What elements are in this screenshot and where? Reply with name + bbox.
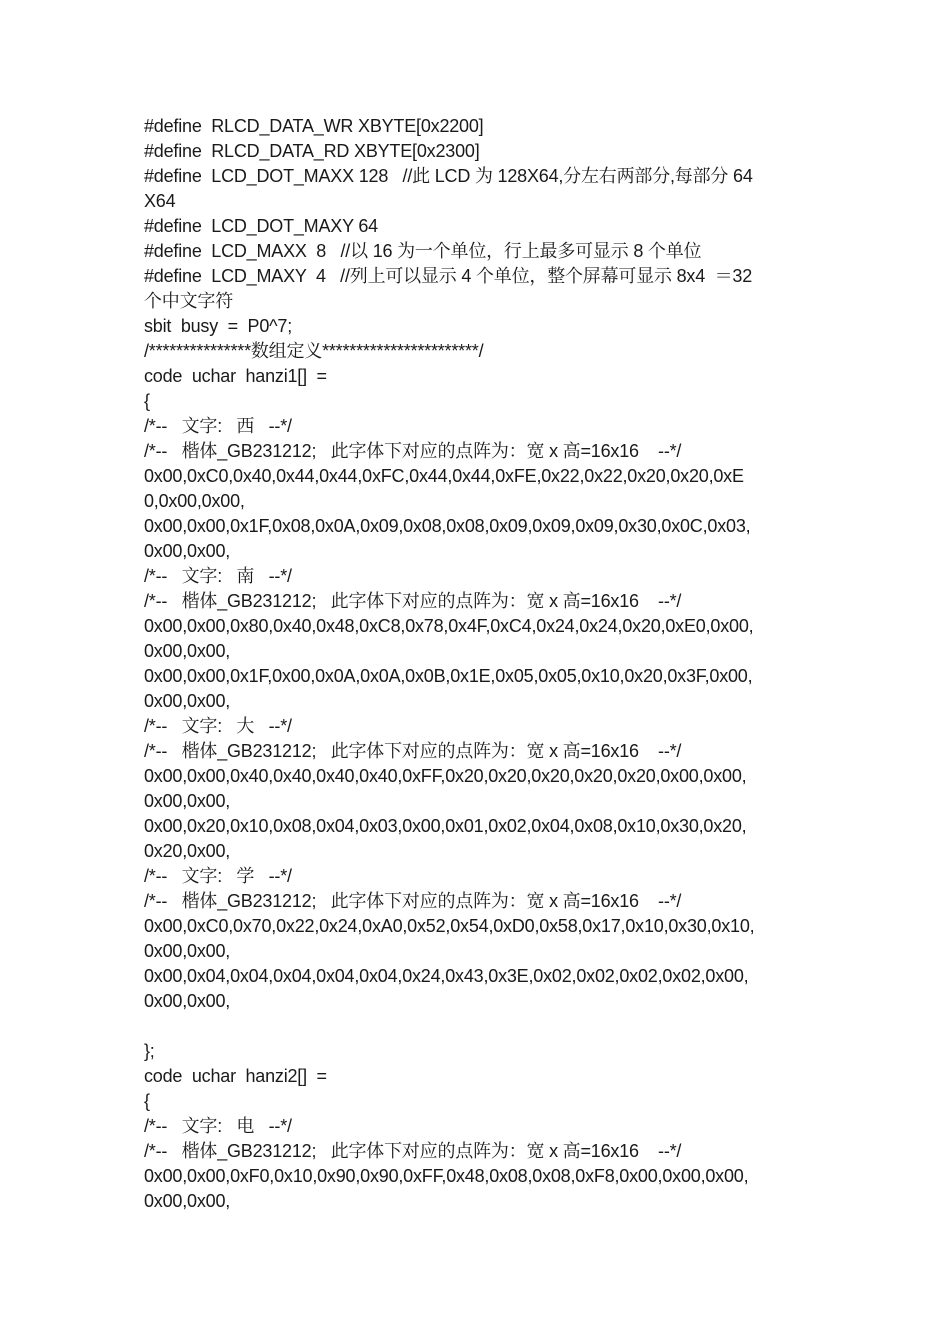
code-line: 0x00,0x00, [144, 791, 231, 811]
code-line: /*-- 文字: 学 --*/ [144, 866, 292, 886]
code-line: 0x00,0x00,0xF0,0x10,0x90,0x90,0xFF,0x48,0x08,0x08,0xF8,0x00,0x00,0x00, [144, 1166, 749, 1186]
code-line: 0x00,0x00,0x1F,0x00,0x0A,0x0A,0x0B,0x1E,0x05,0x05,0x10,0x20,0x3F,0x00, [144, 666, 753, 686]
code-line: #define LCD_DOT_MAXX 128 //此 LCD 为 128X64,分左右两部分,每部分 64 [144, 166, 753, 186]
code-line: #define RLCD_DATA_WR XBYTE[0x2200] [144, 116, 484, 136]
code-line: { [144, 1091, 150, 1111]
code-line: #define RLCD_DATA_RD XBYTE[0x2300] [144, 141, 480, 161]
code-line: 0x00,0x20,0x10,0x08,0x04,0x03,0x00,0x01,0x02,0x04,0x08,0x10,0x30,0x20, [144, 816, 747, 836]
code-line: /*-- 楷体_GB231212; 此字体下对应的点阵为：宽 x 高=16x16 --*/ [144, 741, 682, 761]
code-line: #define LCD_MAXX 8 //以 16 为一个单位，行上最多可显示 8 个单位 [144, 241, 702, 261]
code-line: /*-- 文字: 西 --*/ [144, 416, 292, 436]
code-line: /*-- 文字: 南 --*/ [144, 566, 292, 586]
code-line: /***************数组定义***********************/ [144, 341, 484, 361]
code-line: { [144, 391, 150, 411]
code-line: 0,0x00,0x00, [144, 491, 245, 511]
code-line: /*-- 文字: 电 --*/ [144, 1116, 292, 1136]
code-line: /*-- 文字: 大 --*/ [144, 716, 292, 736]
code-line: 0x00,0x00, [144, 541, 231, 561]
code-line: 0x00,0x00, [144, 941, 231, 961]
code-line: 0x20,0x00, [144, 841, 231, 861]
code-line: sbit busy = P0^7; [144, 316, 293, 336]
code-line: 0x00,0x00,0x1F,0x08,0x0A,0x09,0x08,0x08,0x09,0x09,0x09,0x30,0x0C,0x03, [144, 516, 751, 536]
code-line: /*-- 楷体_GB231212; 此字体下对应的点阵为：宽 x 高=16x16 --*/ [144, 1141, 682, 1161]
code-line: 0x00,0x00, [144, 991, 231, 1011]
code-line: 0x00,0xC0,0x70,0x22,0x24,0xA0,0x52,0x54,0xD0,0x58,0x17,0x10,0x30,0x10, [144, 916, 755, 936]
code-line: code uchar hanzi2[] = [144, 1066, 327, 1086]
code-line: 0x00,0x00, [144, 1191, 231, 1211]
code-line: }; [144, 1041, 155, 1061]
code-line: 个中文字符 [144, 291, 233, 311]
code-line: 0x00,0xC0,0x40,0x44,0x44,0xFC,0x44,0x44,0xFE,0x22,0x22,0x20,0x20,0xE [144, 466, 744, 486]
code-line: 0x00,0x00, [144, 691, 231, 711]
code-line: 0x00,0x00,0x40,0x40,0x40,0x40,0xFF,0x20,0x20,0x20,0x20,0x20,0x00,0x00, [144, 766, 747, 786]
code-line: /*-- 楷体_GB231212; 此字体下对应的点阵为：宽 x 高=16x16 --*/ [144, 441, 682, 461]
code-line: 0x00,0x00,0x80,0x40,0x48,0xC8,0x78,0x4F,0xC4,0x24,0x24,0x20,0xE0,0x00, [144, 616, 754, 636]
code-line: 0x00,0x04,0x04,0x04,0x04,0x04,0x24,0x43,0x3E,0x02,0x02,0x02,0x02,0x00, [144, 966, 749, 986]
code-line: #define LCD_DOT_MAXY 64 [144, 216, 378, 236]
code-line: /*-- 楷体_GB231212; 此字体下对应的点阵为：宽 x 高=16x16 --*/ [144, 891, 682, 911]
code-line: 0x00,0x00, [144, 641, 231, 661]
blank-line [144, 1014, 814, 1039]
code-listing [144, 114, 814, 1214]
code-line: #define LCD_MAXY 4 //列上可以显示 4 个单位，整个屏幕可显示 8x4 ＝32 [144, 266, 753, 286]
code-line: code uchar hanzi1[] = [144, 366, 327, 386]
code-line: /*-- 楷体_GB231212; 此字体下对应的点阵为：宽 x 高=16x16 --*/ [144, 591, 682, 611]
code-line: X64 [144, 191, 176, 211]
